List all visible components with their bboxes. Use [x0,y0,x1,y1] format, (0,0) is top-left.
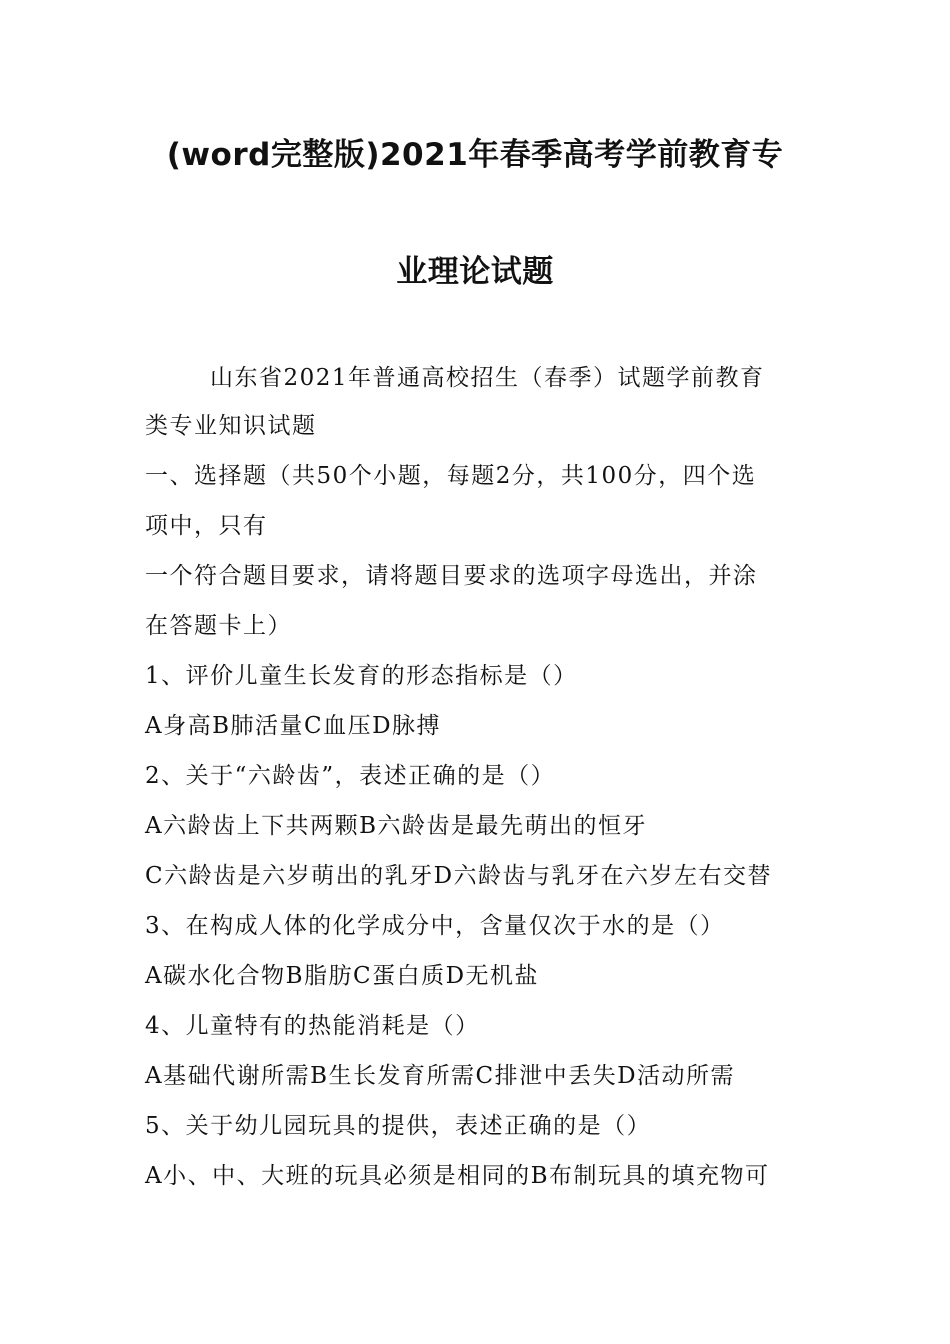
section-instruction-line-1: 一个符合题目要求，请将题目要求的选项字母选出，并涂 [145,563,758,589]
question-2-options-c-d: C六龄齿是六岁萌出的乳牙D六龄齿与乳牙在六岁左右交替 [145,863,773,889]
question-4-options: A基础代谢所需B生长发育所需C排泄中丢失D活动所需 [145,1063,736,1089]
question-3: 3、在构成人体的化学成分中，含量仅次于水的是（） [145,913,725,939]
question-1-options: A身高B肺活量C血压D脉搏 [145,713,442,739]
question-2-options-a-b: A六龄齿上下共两颗B六龄齿是最先萌出的恒牙 [145,813,648,839]
question-5: 5、关于幼儿园玩具的提供，表述正确的是（） [145,1113,652,1139]
intro-line-2: 类专业知识试题 [145,413,317,439]
question-4: 4、儿童特有的热能消耗是（） [145,1013,480,1039]
question-5-options-a-b: A小、中、大班的玩具必须是相同的B布制玩具的填充物可 [145,1163,770,1189]
document-title-line-2: 业理论试题 [396,254,554,290]
document-title-line-1: (word完整版)2021年春季高考学前教育专 [166,137,784,173]
section-instruction-line-2: 在答题卡上） [145,613,292,639]
section-heading-line-1: 一、选择题（共50个小题，每题2分，共100分，四个选 [145,463,757,489]
question-3-options: A碳水化合物B脂肪C蛋白质D无机盐 [145,963,540,989]
question-2: 2、关于“六龄齿”，表述正确的是（） [145,763,556,789]
intro-line-1: 山东省2021年普通高校招生（春季）试题学前教育 [210,365,765,391]
section-heading-line-2: 项中，只有 [145,513,268,539]
question-1: 1、评价儿童生长发育的形态指标是（） [145,663,578,689]
